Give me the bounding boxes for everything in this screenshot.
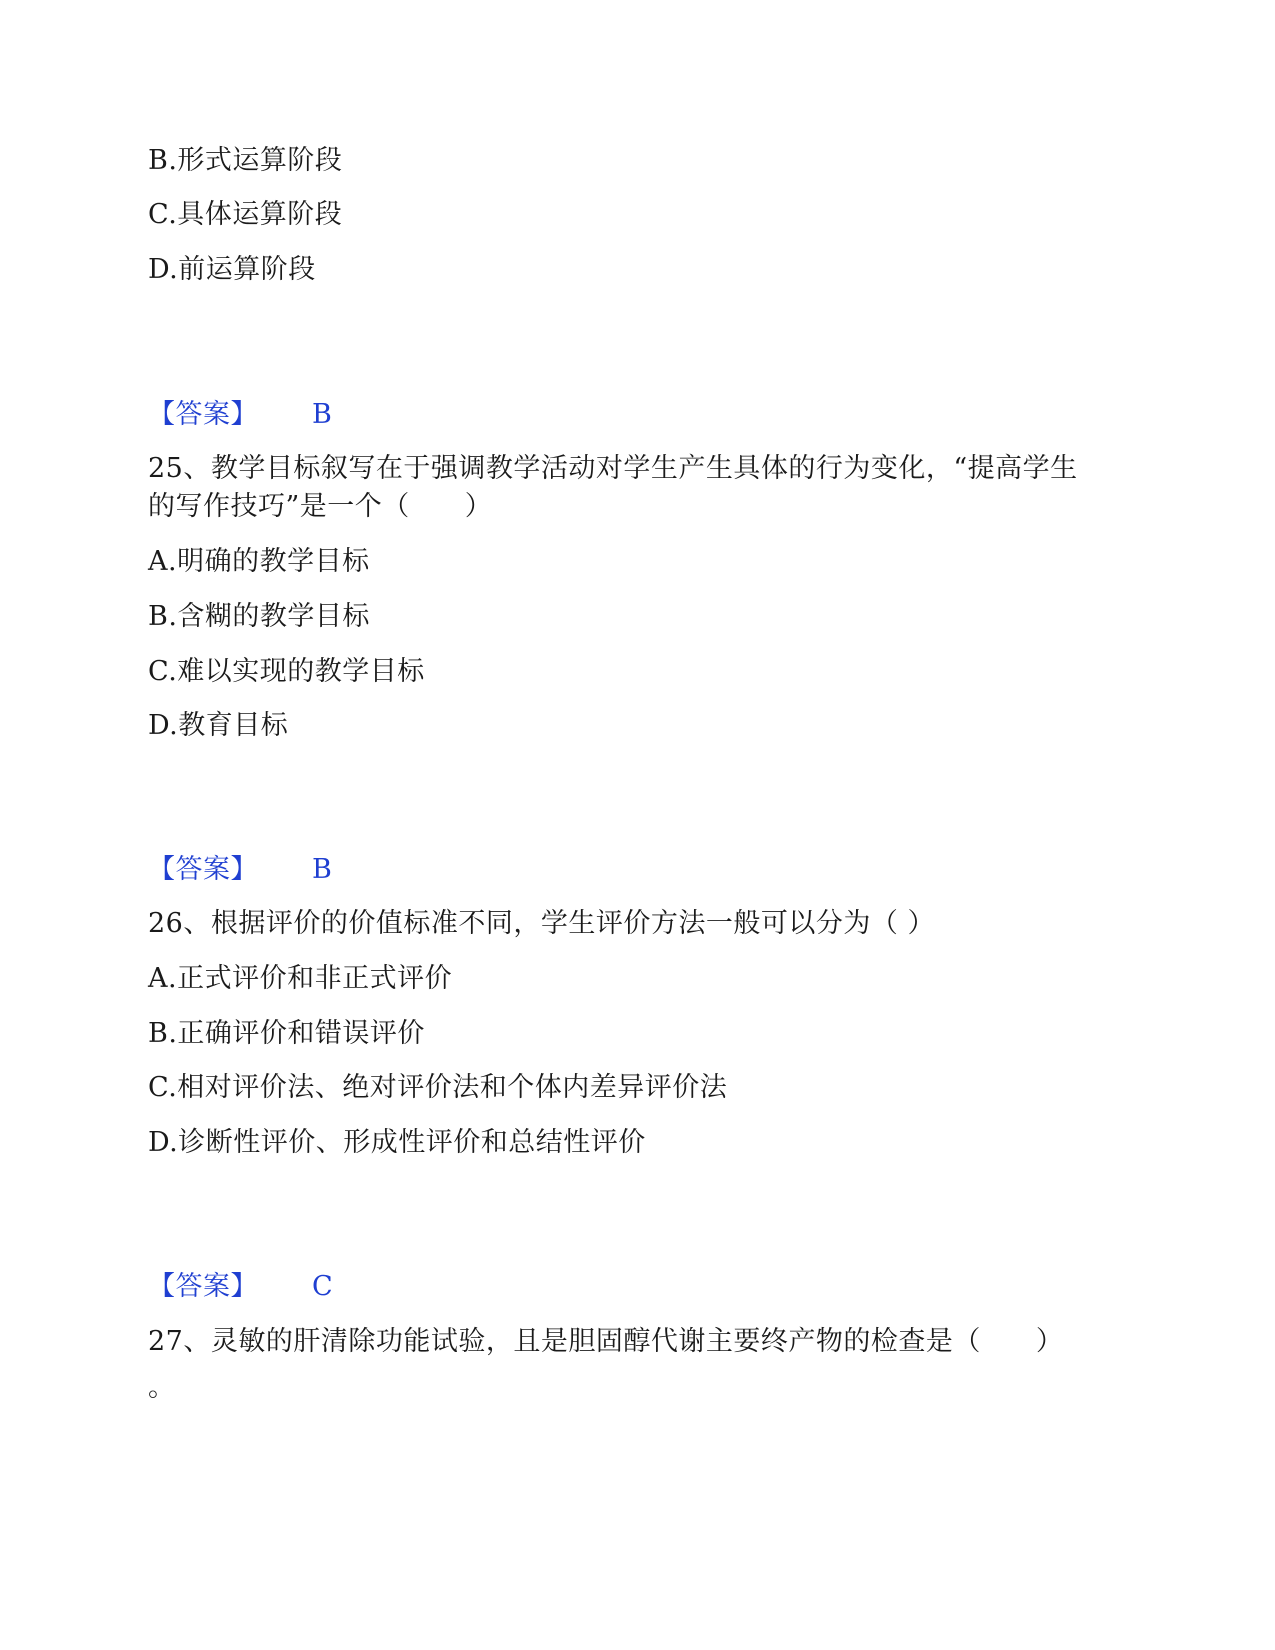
question-26-option-a: A.正式评价和非正式评价 (148, 963, 453, 994)
question-26-option-c: C.相对评价法、绝对评价法和个体内差异评价法 (148, 1072, 728, 1103)
question-25-option-b: B.含糊的教学目标 (148, 601, 370, 632)
option-d: D.前运算阶段 (148, 254, 316, 285)
question-26-option-d: D.诊断性评价、形成性评价和总结性评价 (148, 1127, 646, 1158)
answer-value: B (312, 854, 333, 885)
question-25-stem-line1: 25、教学目标叙写在于强调教学活动对学生产生具体的行为变化，“提高学生 (148, 453, 1078, 484)
question-26-stem: 26、根据评价的价值标准不同，学生评价方法一般可以分为（ ） (148, 908, 935, 939)
question-27-stem-line1: 27、灵敏的肝清除功能试验，且是胆固醇代谢主要终产物的检查是（ ） (148, 1326, 1064, 1357)
answer-row (148, 852, 332, 888)
option-b: B.形式运算阶段 (148, 145, 343, 176)
question-25-option-c: C.难以实现的教学目标 (148, 656, 425, 687)
answer-label: 【答案】 (148, 1271, 258, 1302)
answer-label: 【答案】 (148, 399, 258, 430)
question-25-stem-line2: 的写作技巧”是一个（ ） (148, 491, 493, 522)
answer-label: 【答案】 (148, 854, 258, 885)
answer-row (148, 1269, 333, 1305)
question-25-option-d: D.教育目标 (148, 710, 289, 741)
question-27-stem-line2: 。 (148, 1372, 176, 1403)
question-25-option-a: A.明确的教学目标 (148, 546, 370, 577)
answer-value: B (312, 399, 333, 430)
question-26-option-b: B.正确评价和错误评价 (148, 1018, 425, 1049)
answer-value: C (312, 1271, 334, 1302)
answer-row (148, 397, 332, 433)
option-c: C.具体运算阶段 (148, 199, 343, 230)
